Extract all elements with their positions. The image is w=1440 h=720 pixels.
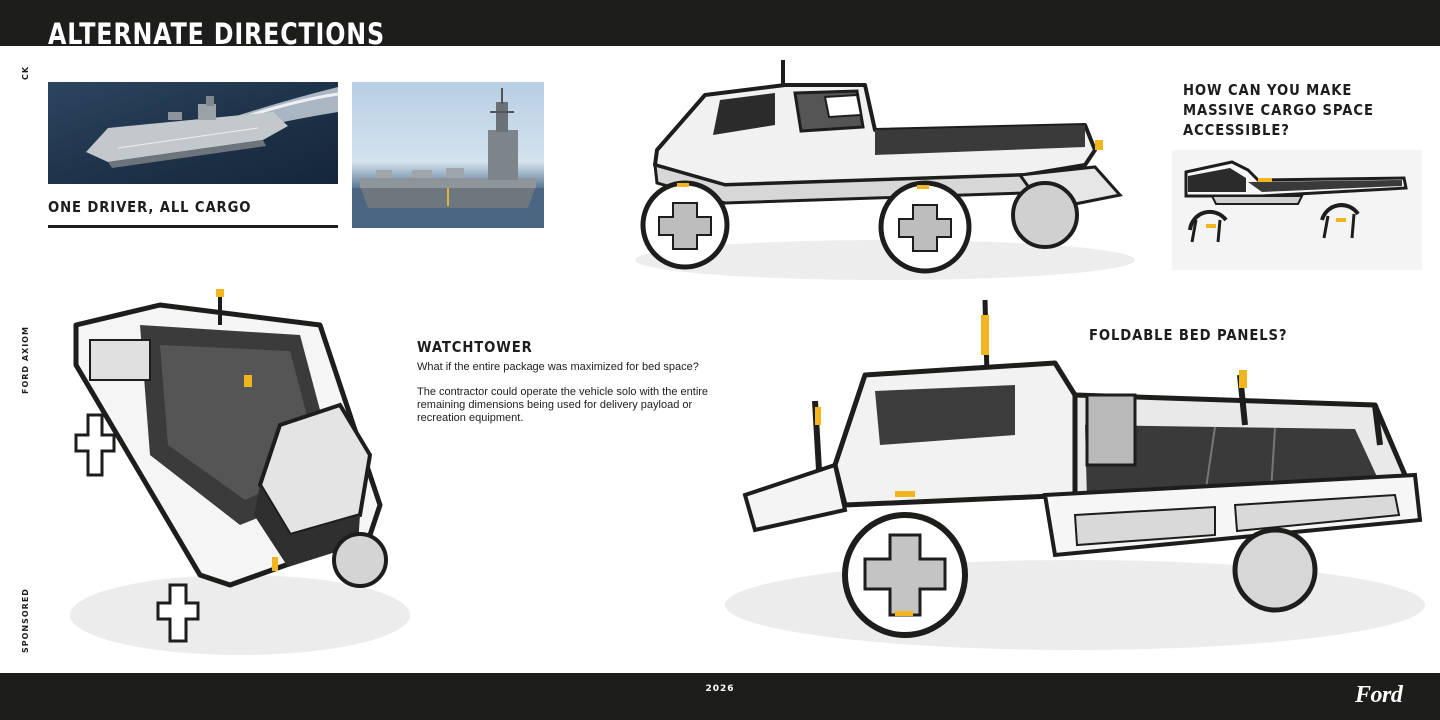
- concept-paragraph-2: The contractor could operate the vehicle solo with the entire remaining dimensions being used for delivery payload or recreation equipment.: [417, 386, 709, 424]
- page-title: ALTERNATE DIRECTIONS: [48, 17, 385, 51]
- caption-underline: [48, 225, 338, 228]
- truck-bed-top-view-sketch: [40, 285, 420, 675]
- cargo-access-question: HOW CAN YOU MAKE MASSIVE CARGO SPACE ACCESSIBLE?: [1183, 81, 1374, 139]
- aircraft-carrier-aerial-photo: [48, 82, 338, 184]
- concept-paragraph-1: What if the entire package was maximized for bed space?: [417, 361, 699, 373]
- ford-logo: Ford: [1355, 682, 1403, 708]
- year-label: 2026: [705, 684, 735, 694]
- side-label-ck: CK: [21, 65, 30, 80]
- truck-profile-sketch: [1172, 150, 1422, 270]
- side-label-ford-axiom: FORD AXIOM: [21, 326, 30, 394]
- aircraft-carrier-front-photo: [352, 82, 544, 228]
- bed-panels-question: FOLDABLE BED PANELS?: [1089, 326, 1288, 344]
- side-label-sponsored: SPONSORED: [21, 588, 30, 653]
- reference-caption: ONE DRIVER, ALL CARGO: [48, 198, 252, 216]
- foldable-bed-truck-sketch: [715, 295, 1430, 665]
- bottom-bar: [0, 673, 1440, 720]
- truck-side-sketch: [625, 55, 1145, 285]
- concept-title: WATCHTOWER: [417, 338, 533, 356]
